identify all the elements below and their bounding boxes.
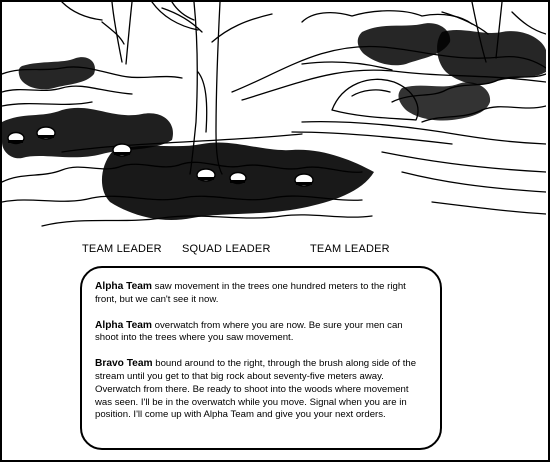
foliage [302,11,472,24]
team-name: Bravo Team [95,358,153,370]
ridge-line [302,62,392,70]
order-paragraph [95,281,418,307]
team-leader-label-right: TEAM LEADER [310,243,390,255]
orders-callout [80,266,442,450]
order-text: overwatch from where you are now. Be sure your men can shoot into the trees where you saw movement. [95,319,403,344]
team-name: Alpha Team [95,281,152,292]
team-name: Alpha Team [95,319,152,331]
position-labels [0,243,550,261]
foliage-mass [437,30,546,84]
foliage-mass [358,23,450,65]
order-text: bound around to the right, through the brush along side of the stream until you get to that big rock about seventy-five meters away. Overwatch from there. Be ready to shoot into the woods where movement was seen. I'll be in the overwatch while you move. Signal when you are in position. I'll come up with Alpha Team and give you your next orders. [95,358,417,421]
order-paragraph [95,320,418,346]
foliage-mass [19,57,95,89]
team-leader-label-left: TEAM LEADER [82,243,162,255]
squad-leader-label: SQUAD LEADER [182,243,271,255]
order-text: saw movement in the trees one hundred meters to the right front, but we can't see it now. [95,281,406,305]
terrain-illustration [2,2,546,240]
order-paragraph [95,358,418,422]
